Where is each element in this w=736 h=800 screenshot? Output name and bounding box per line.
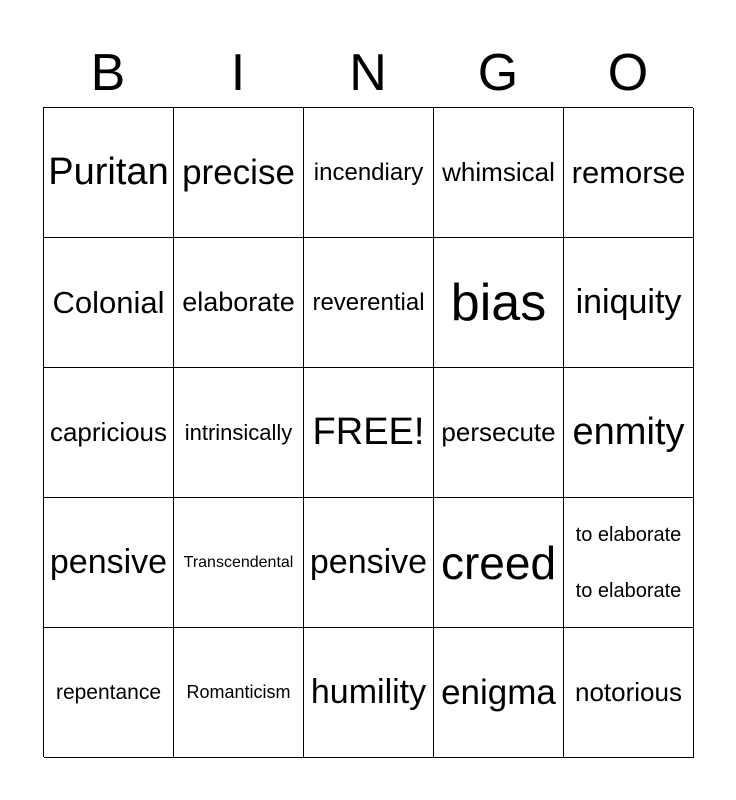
bingo-cell-label: enmity <box>572 411 685 453</box>
bingo-cell-label: bias <box>450 273 547 332</box>
bingo-cell <box>174 108 304 238</box>
bingo-cell-label: enigma <box>441 672 556 712</box>
bingo-cell-label: creed <box>440 536 557 589</box>
bingo-cell-label: humility <box>310 673 427 711</box>
bingo-cell-label: precise <box>182 152 295 192</box>
header-letter-n: N <box>349 44 387 102</box>
bingo-cell <box>304 368 434 498</box>
bingo-cell-label: remorse <box>571 154 686 190</box>
bingo-cell-line: to elaborate <box>575 579 682 602</box>
bingo-cell-label: whimsical <box>442 157 555 187</box>
bingo-cell-label: FREE! <box>312 411 425 453</box>
bingo-cell <box>564 628 694 758</box>
bingo-cell-label: reverential <box>312 288 425 316</box>
header-letter-o: O <box>607 44 649 102</box>
bingo-cell-line: to elaborate <box>575 523 682 546</box>
bingo-cell-label: Puritan <box>48 151 169 193</box>
bingo-cell <box>434 498 564 628</box>
bingo-cell <box>304 108 434 238</box>
bingo-cell <box>434 108 564 238</box>
bingo-header <box>43 40 693 106</box>
bingo-cell <box>44 238 174 368</box>
bingo-cell <box>304 628 434 758</box>
header-letter-i: I <box>230 44 246 102</box>
bingo-cell <box>434 628 564 758</box>
bingo-cell-label: iniquity <box>575 283 682 321</box>
bingo-cell-label: pensive <box>309 543 428 581</box>
bingo-cell <box>44 108 174 238</box>
bingo-cell-label: pensive <box>49 543 168 581</box>
bingo-cell <box>564 108 694 238</box>
bingo-cell <box>564 238 694 368</box>
bingo-cell-label: Romanticism <box>186 682 291 702</box>
bingo-cell-label: Colonial <box>52 284 165 320</box>
bingo-cell-label: persecute <box>441 417 556 447</box>
bingo-cell <box>44 498 174 628</box>
header-letter-b: B <box>90 44 126 102</box>
bingo-cell-label: capricious <box>49 417 168 447</box>
bingo-cell <box>304 498 434 628</box>
bingo-cell-label: notorious <box>575 677 682 707</box>
bingo-cell-label: incendiary <box>313 158 424 186</box>
bingo-cell-label: intrinsically <box>184 419 293 445</box>
bingo-cell <box>174 368 304 498</box>
bingo-cell <box>174 238 304 368</box>
bingo-cell <box>174 498 304 628</box>
bingo-cell <box>434 238 564 368</box>
header-letter-g: G <box>477 44 519 102</box>
bingo-cell <box>44 628 174 758</box>
bingo-cell <box>434 368 564 498</box>
bingo-cell-label: elaborate <box>182 287 295 317</box>
bingo-cell <box>304 238 434 368</box>
bingo-cell-label: repentance <box>55 680 162 704</box>
bingo-card-grid <box>43 107 693 757</box>
bingo-cell <box>564 498 694 628</box>
bingo-cell <box>44 368 174 498</box>
bingo-cell-label: Transcendental <box>183 553 294 571</box>
bingo-cell <box>564 368 694 498</box>
bingo-cell <box>174 628 304 758</box>
